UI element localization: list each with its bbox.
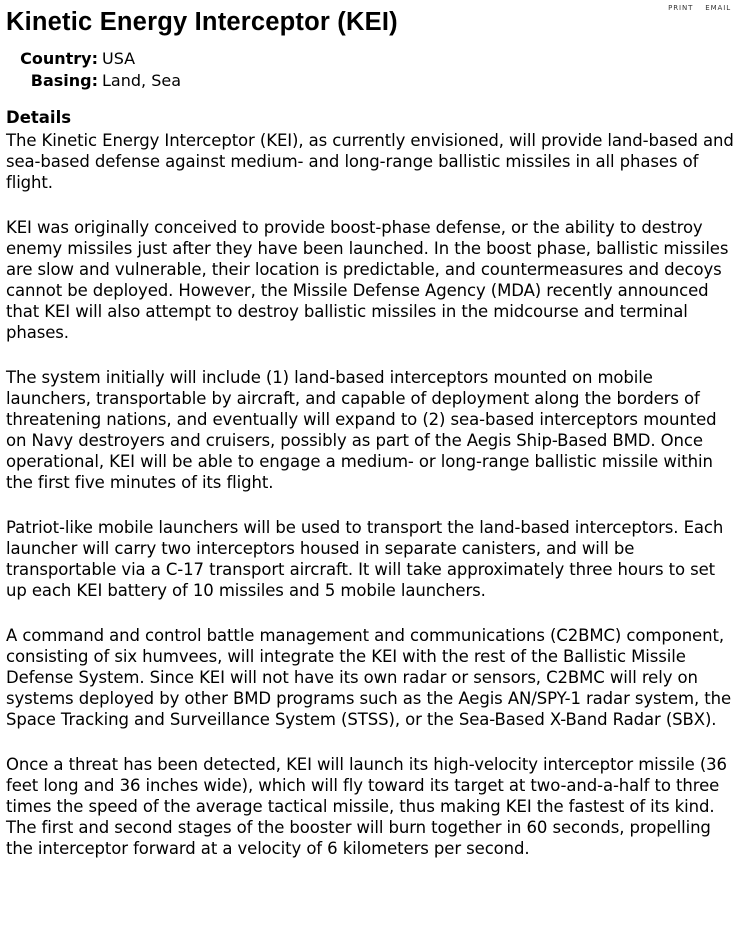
meta-label: Basing:: [30, 71, 98, 90]
paragraph: The system initially will include (1) land-based interceptors mounted on mobile launchers, transportable by aircraft, and capable of deployment along the borders of threatening nations, and eventually will expand to (2) sea-based interceptors mounted on Navy destroyers and cruisers, possibly as part of the Aegis Ship-Based BMD. Once operational, KEI will be able to engage a medium- or long-range ballistic missile within the first five minutes of its flight.: [6, 368, 717, 492]
details-heading: Details: [6, 108, 72, 127]
paragraph: Patriot-like mobile launchers will be used to transport the land-based interceptors. Each launcher will carry two interceptors housed in separate canisters, and will be transportable via a C-17 transport aircraft. It will take approximately three hours to set up each KEI battery of 10 missiles and 5 mobile launchers.: [6, 518, 724, 600]
print-link[interactable]: PRINT: [668, 4, 694, 12]
email-link[interactable]: EMAIL: [705, 4, 731, 12]
meta-row-basing: [9, 70, 181, 92]
meta-value: USA: [102, 49, 136, 68]
details-body: [6, 130, 734, 883]
page-tools: [668, 4, 731, 12]
paragraph: Once a threat has been detected, KEI will launch its high-velocity interceptor missile (36 feet long and 36 inches wide), which will fly toward its target at two-and-a-half to three times the speed of the average tactical missile, thus making KEI the fastest of its kind. The first and second stages of the booster will burn together in 60 seconds, propelling the interceptor forward at a velocity of 6 kilometers per second.: [6, 755, 727, 858]
paragraph: The Kinetic Energy Interceptor (KEI), as currently envisioned, will provide land-based and sea-based defense against medium- and long-range ballistic missiles in all phases of flight.: [6, 131, 734, 192]
meta-value: Land, Sea: [102, 71, 181, 90]
meta-row-country: [9, 48, 181, 70]
meta-list: [9, 48, 181, 92]
paragraph: KEI was originally conceived to provide boost-phase defense, or the ability to destroy enemy missiles just after they have been launched. In the boost phase, ballistic missiles are slow and vulnerable, their location is predictable, and countermeasures and decoys cannot be deployed. However, the Missile Defense Agency (MDA) recently announced that KEI will also attempt to destroy ballistic missiles in the midcourse and terminal phases.: [6, 218, 729, 342]
page-title: Kinetic Energy Interceptor (KEI): [6, 8, 398, 36]
paragraph: A command and control battle management and communications (C2BMC) component, consisting of six humvees, will integrate the KEI with the rest of the Ballistic Missile Defense System. Since KEI will not have its own radar or sensors, C2BMC will rely on systems deployed by other BMD programs such as the Aegis AN/SPY-1 radar system, the Space Tracking and Surveillance System (STSS), or the Sea-Based X-Band Radar (SBX).: [6, 626, 732, 729]
meta-label: Country:: [20, 49, 98, 68]
